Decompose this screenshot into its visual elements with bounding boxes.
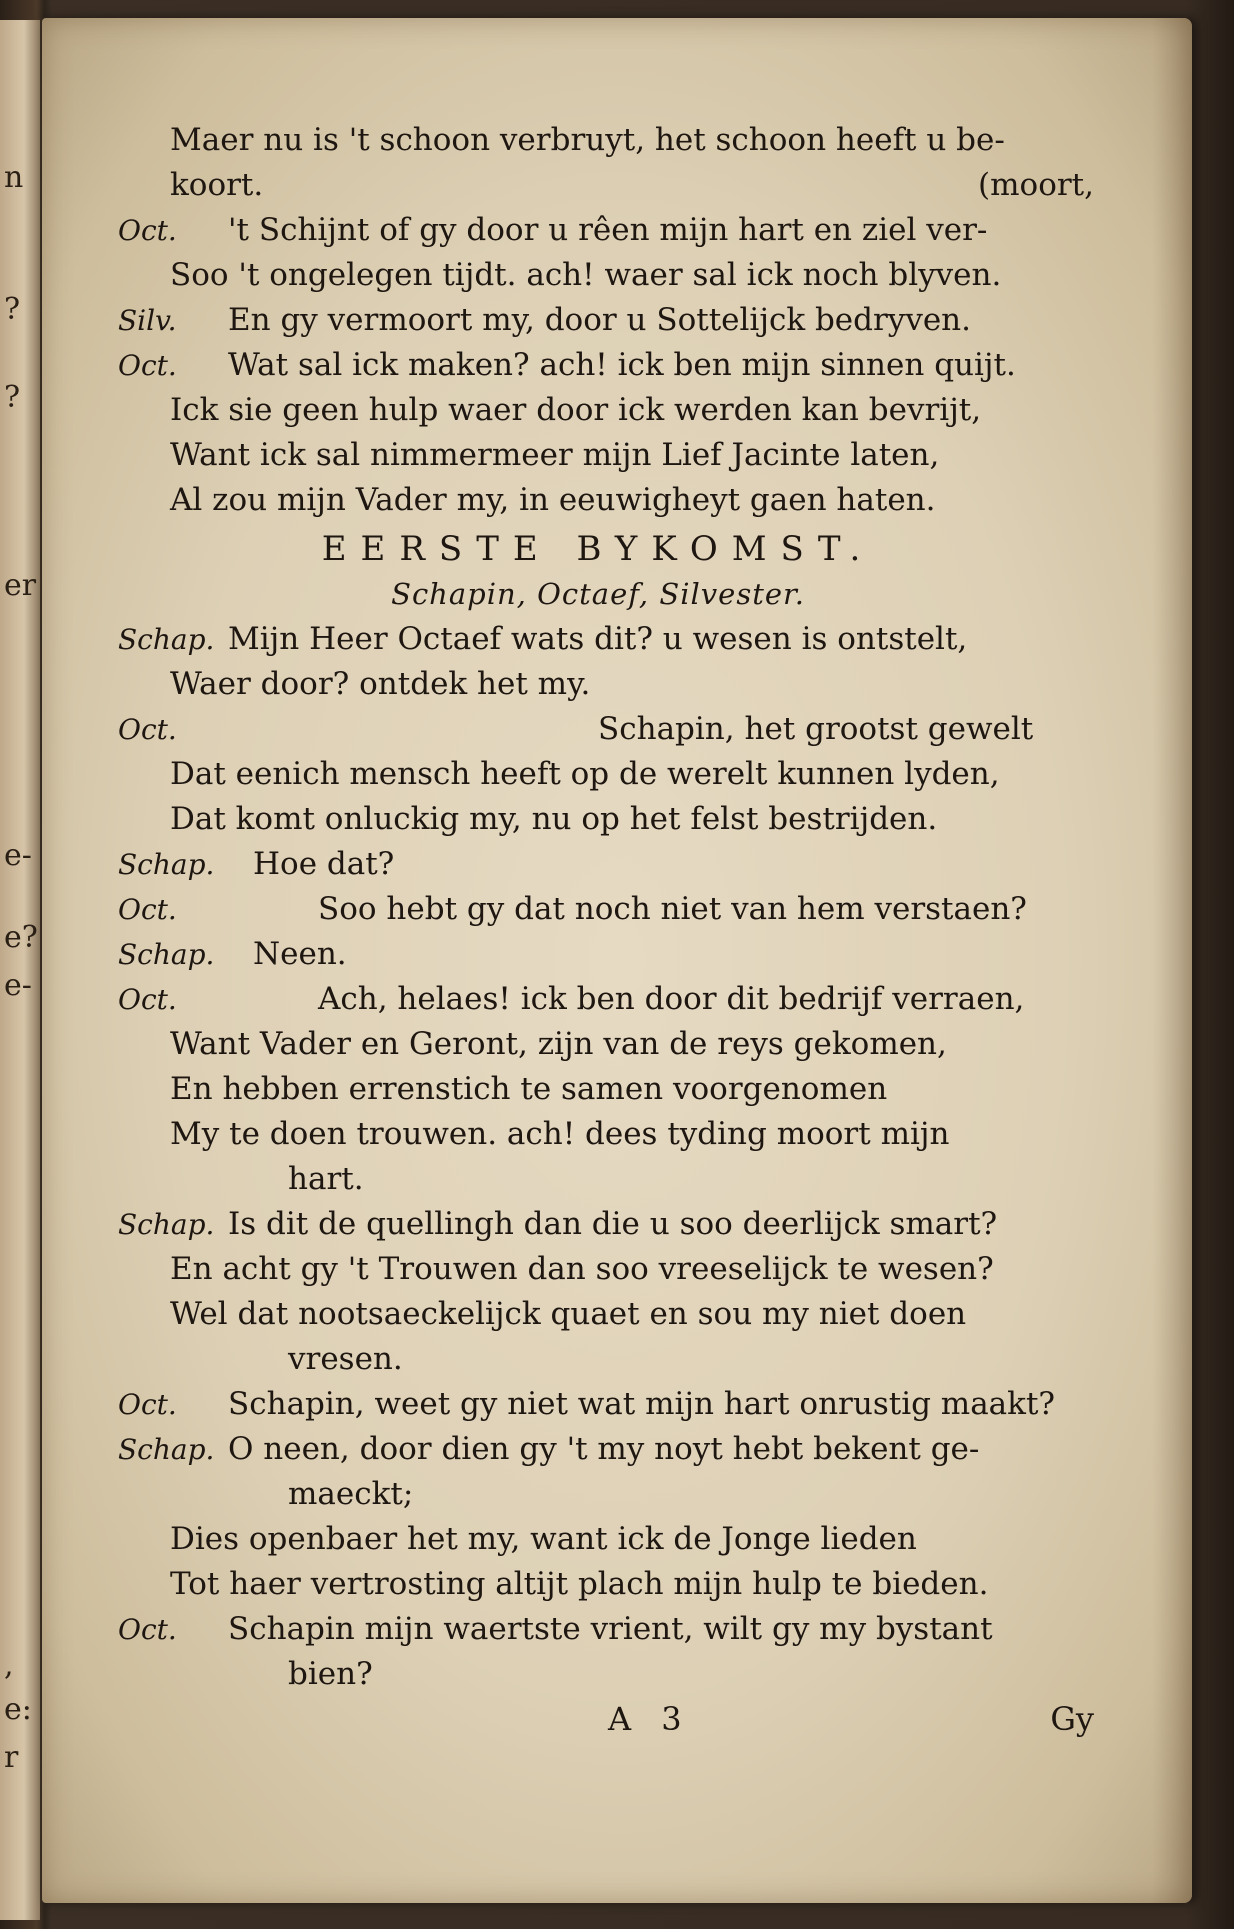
verse-line: Ick sie geen hulp waer door ick werden kan bevrijt,	[170, 392, 982, 428]
verse-line: Al zou mijn Vader my, in eeuwigheyt gaen haten.	[170, 482, 936, 518]
verse-line: Maer nu is 't schoon verbruyt, het schoon heeft u be-	[170, 122, 1005, 158]
verse-line: bien?	[288, 1656, 373, 1692]
verse-line: En acht gy 't Trouwen dan soo vreeselijck te wesen?	[170, 1251, 994, 1287]
prev-page-glyph: e-	[4, 838, 32, 873]
verse-line: Schap. Is dit de quellingh dan die u soo deerlijck smart?	[78, 1202, 1118, 1247]
verse-line: Oct. Soo hebt gy dat noch niet van hem verstaen?	[78, 887, 1118, 932]
verse-line: hart.	[288, 1161, 364, 1197]
verse-line: Schap. O neen, door dien gy 't my noyt hebt bekent ge-	[78, 1427, 1118, 1472]
verse-line: maeckt;	[288, 1476, 414, 1512]
verse-line: Dies openbaer het my, want ick de Jonge lieden	[170, 1521, 917, 1557]
verse-line: Wel dat nootsaeckelijck quaet en sou my niet doen	[170, 1296, 967, 1332]
scene-heading: EERSTE BYKOMST.	[321, 529, 875, 569]
speaker-label: Oct.	[118, 214, 177, 247]
verse-line: Want ick sal nimmermeer mijn Lief Jacinte laten,	[170, 437, 940, 473]
book-page	[42, 18, 1192, 1903]
verse-line: My te doen trouwen. ach! dees tyding moort mijn	[170, 1116, 950, 1152]
signature-mark: A 3	[608, 1700, 692, 1738]
prev-page-glyph: r	[4, 1740, 19, 1775]
verse-line: Oct. 't Schijnt of gy door u rêen mijn hart en ziel ver-	[78, 208, 1118, 253]
verse-line: Oct. Schapin, het grootst gewelt	[78, 707, 1118, 752]
prev-page-glyph: ?	[4, 380, 21, 415]
previous-page-edge	[0, 20, 40, 1920]
verse-line: vresen.	[288, 1341, 403, 1377]
prev-page-glyph: ,	[4, 1648, 14, 1683]
prev-page-glyph: ?	[4, 292, 21, 327]
verse-line: Dat komt onluckig my, nu op het felst bestrijden.	[170, 801, 938, 837]
speaker-label: Oct.	[118, 349, 177, 382]
verse-line: Dat eenich mensch heeft op de werelt kunnen lyden,	[170, 756, 1000, 792]
speaker-label: Schap.	[118, 623, 215, 656]
speaker-label: Schap.	[118, 1208, 215, 1241]
prev-page-glyph: n	[4, 160, 24, 195]
verse-line: Tot haer vertrosting altijt plach mijn hulp te bieden.	[170, 1566, 989, 1602]
page-text	[78, 118, 1118, 1697]
prev-page-glyph: e?	[4, 920, 38, 955]
speaker-label: Schap.	[118, 1433, 215, 1466]
verse-line: Oct. Schapin mijn waertste vrient, wilt gy my bystant	[78, 1607, 1118, 1652]
verse-line: Soo 't ongelegen tijdt. ach! waer sal ick noch blyven.	[170, 257, 1002, 293]
prev-page-glyph: er	[4, 568, 37, 603]
verse-line: En hebben errenstich te samen voorgenomen	[170, 1071, 888, 1107]
speaker-label: Oct.	[118, 893, 177, 926]
speaker-label: Oct.	[118, 1613, 177, 1646]
speaker-label: Oct.	[118, 983, 177, 1016]
verse-line: Waer door? ontdek het my.	[170, 666, 591, 702]
speaker-label: Oct.	[118, 713, 177, 746]
verse-line: Schap. Neen.	[78, 932, 1118, 977]
verse-line: Oct. Wat sal ick maken? ach! ick ben mijn sinnen quijt.	[78, 343, 1118, 388]
verse-line: Oct. Ach, helaes! ick ben door dit bedrijf verraen,	[78, 977, 1118, 1022]
verse-line: Schap. Hoe dat?	[78, 842, 1118, 887]
prev-page-glyph: e-	[4, 968, 32, 1003]
scene-characters: Schapin, Octaef, Silvester.	[391, 577, 805, 611]
speaker-label: Schap.	[118, 938, 215, 971]
verse-line: koort. (moort,	[170, 167, 1094, 203]
verse-line: Schap. Mijn Heer Octaef wats dit? u wesen is ontstelt,	[78, 617, 1118, 662]
catchword: Gy	[1050, 1700, 1094, 1738]
speaker-label: Schap.	[118, 848, 215, 881]
speaker-label: Silv.	[118, 304, 177, 337]
page-footer	[78, 1700, 1118, 1750]
prev-page-glyph: e:	[4, 1692, 32, 1727]
verse-line: Silv. En gy vermoort my, door u Sottelijck bedryven.	[78, 298, 1118, 343]
speaker-label: Oct.	[118, 1388, 177, 1421]
verse-line: Want Vader en Geront, zijn van de reys gekomen,	[170, 1026, 947, 1062]
verse-line: Oct. Schapin, weet gy niet wat mijn hart onrustig maakt?	[78, 1382, 1118, 1427]
